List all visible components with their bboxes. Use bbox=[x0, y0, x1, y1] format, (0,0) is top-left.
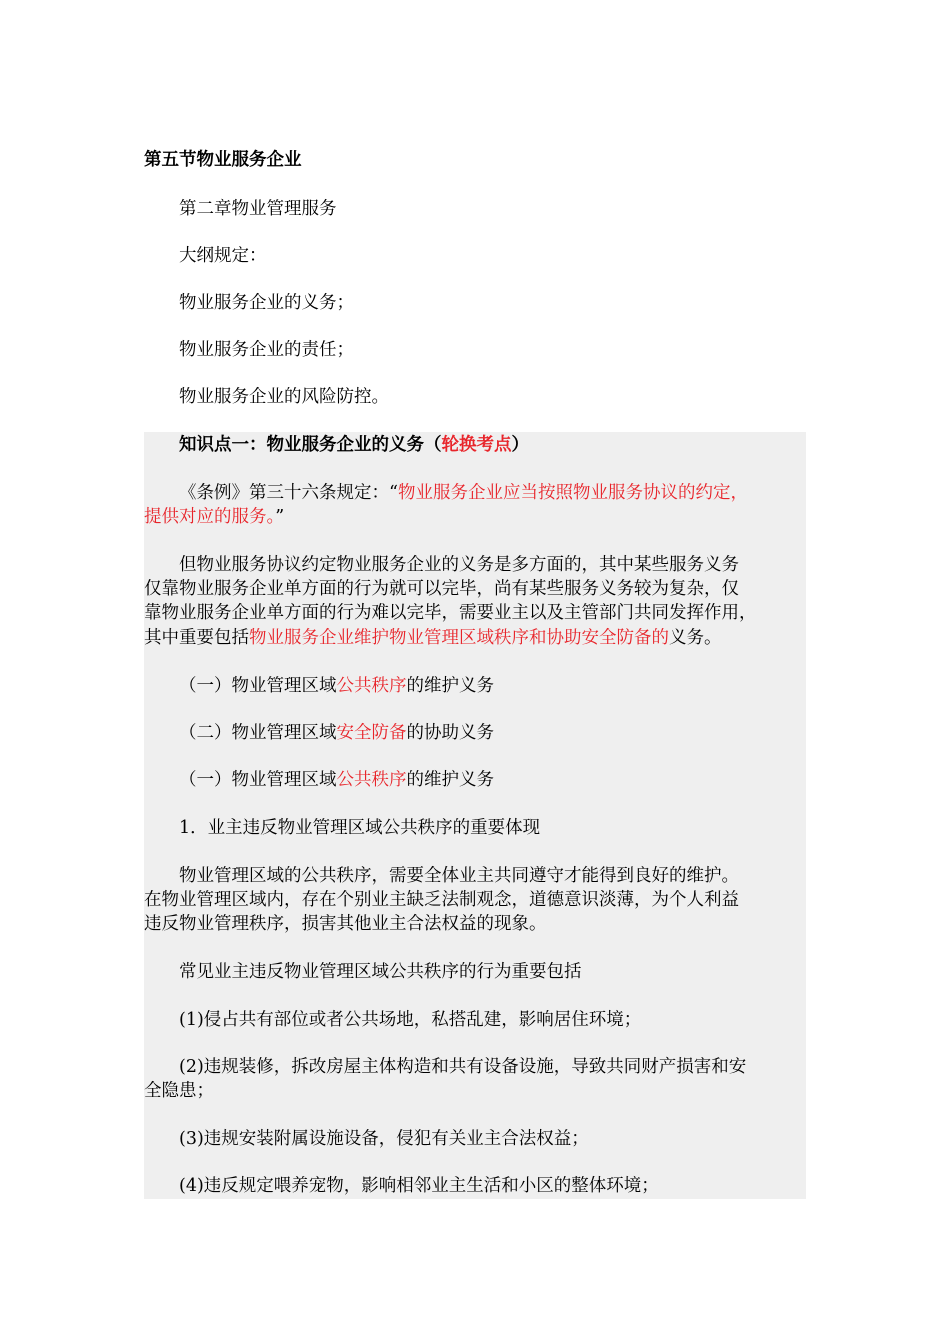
paragraph-line: 靠物业服务企业单方面的行为难以完毕，需要业主以及主管部门共同发挥作用， bbox=[144, 603, 757, 623]
common-behaviors-label: 常见业主违反物业管理区域公共秩序的行为重要包括 bbox=[179, 962, 582, 982]
paragraph-line: 仅靠物业服务企业单方面的行为就可以完毕，尚有某些服务义务较为复杂，仅 bbox=[144, 579, 739, 599]
duty-item: （一）物业管理区域公共秩序的维护义务 bbox=[179, 676, 494, 696]
regulation-line-1: 《条例》第三十六条规定：“物业服务企业应当按照物业服务协议的约定， bbox=[179, 483, 748, 503]
duty-item: （一）物业管理区域公共秩序的维护义务 bbox=[179, 770, 494, 790]
paragraph-line: 违反物业管理秩序，损害其他业主合法权益的现象。 bbox=[144, 914, 547, 934]
knowledge-point-title: 知识点一：物业服务企业的义务（轮换考点） bbox=[179, 435, 529, 455]
outline-item: 物业服务企业的风险防控。 bbox=[179, 387, 389, 407]
behavior-item: (3)违规安装附属设施设备，侵犯有关业主合法权益； bbox=[179, 1129, 589, 1149]
behavior-item: (1)侵占共有部位或者公共场地，私搭乱建，影响居住环境； bbox=[179, 1010, 642, 1030]
paragraph-line: 其中重要包括物业服务企业维护物业管理区域秩序和协助安全防备的义务。 bbox=[144, 628, 722, 648]
section-title: 第五节物业服务企业 bbox=[144, 150, 302, 170]
behavior-item: (2)违规装修，拆改房屋主体构造和共有设备设施，导致共同财产损害和安 bbox=[179, 1057, 747, 1077]
duty-item: （二）物业管理区域安全防备的协助义务 bbox=[179, 723, 494, 743]
outline-item: 物业服务企业的义务； bbox=[179, 293, 354, 313]
paragraph-line: 在物业管理区域内，存在个别业主缺乏法制观念，道德意识淡薄，为个人利益 bbox=[144, 890, 739, 910]
chapter-title: 第二章物业管理服务 bbox=[179, 199, 337, 219]
paragraph-line: 物业管理区域的公共秩序，需要全体业主共同遵守才能得到良好的维护。 bbox=[179, 866, 739, 886]
regulation-line-2: 提供对应的服务。” bbox=[144, 507, 285, 527]
outline-item: 物业服务企业的责任； bbox=[179, 340, 354, 360]
behavior-item-continued: 全隐患； bbox=[144, 1081, 214, 1101]
behavior-item: (4)违反规定喂养宠物，影响相邻业主生活和小区的整体环境； bbox=[179, 1176, 659, 1196]
paragraph-line: 但物业服务协议约定物业服务企业的义务是多方面的，其中某些服务义务 bbox=[179, 555, 739, 575]
item-title: 1．业主违反物业管理区域公共秩序的重要体现 bbox=[179, 818, 541, 838]
outline-label: 大纲规定： bbox=[179, 246, 267, 266]
